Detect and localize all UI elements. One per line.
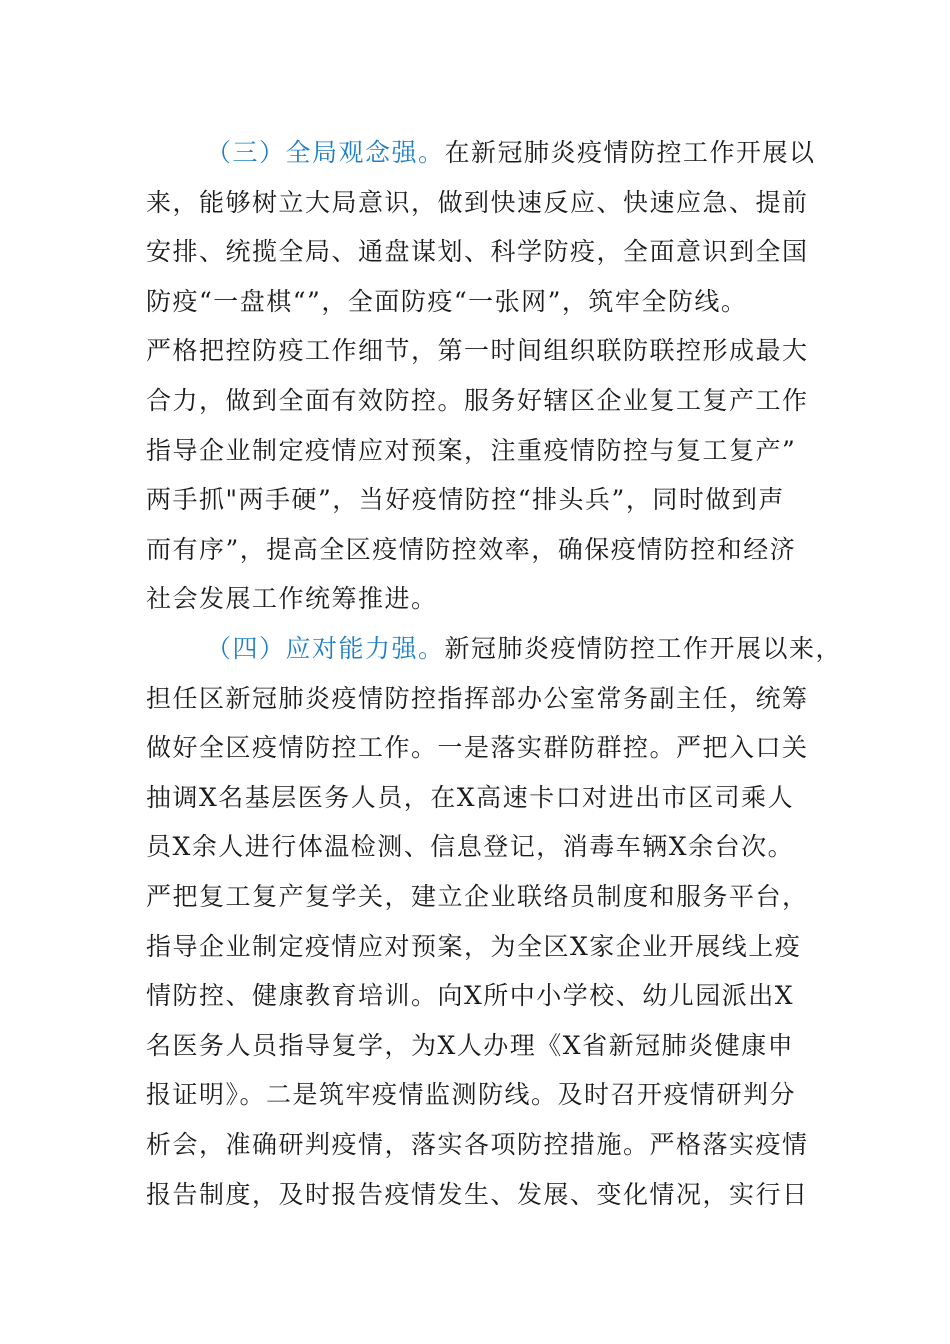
paragraph-line — [146, 624, 843, 674]
paragraph-text: 在新冠肺炎疫情防控工作开展以 — [444, 138, 816, 167]
paragraph-line: 报证明》。二是筑牢疫情监测防线。及时召开疫情研判分 — [146, 1080, 797, 1110]
paragraph-line: 合力，做到全面有效防控。服务好辖区企业复工复产工作 — [146, 385, 809, 415]
paragraph-line: 情防控、健康教育培训。向X所中小学校、幼儿园派出X — [146, 981, 795, 1011]
paragraph-line: 而有序”，提高全区疫情防控效率，确保疫情防控和经济 — [146, 534, 797, 564]
paragraph-line: 指导企业制定疫情应对预案，注重疫情防控与复工复产” — [146, 435, 797, 465]
section-four — [146, 624, 843, 1219]
paragraph-line: 严格把控防疫工作细节，第一时间组织联防联控形成最大 — [146, 336, 809, 366]
paragraph-line: 严把复工复产复学关，建立企业联络员制度和服务平台， — [146, 881, 809, 911]
paragraph-line: 两手抓"两手硬”，当好疫情防控“排头兵”，同时做到声 — [146, 485, 785, 515]
paragraph-line: 做好全区疫情防控工作。一是落实群防群控。严把入口关 — [146, 733, 809, 763]
section-four-heading: （四）应对能力强。 — [206, 634, 445, 663]
paragraph-line — [146, 128, 816, 178]
paragraph-line: 担任区新冠肺炎疫情防控指挥部办公室常务副主任，统筹 — [146, 683, 809, 713]
paragraph-line: 指导企业制定疫情应对预案，为全区X家企业开展线上疫 — [146, 931, 802, 961]
paragraph-text: 新冠肺炎疫情防控工作开展以来， — [444, 634, 843, 663]
paragraph-line: 防疫“一盘棋“”，全面防疫“一张网”，筑牢全防线。 — [146, 286, 748, 316]
paragraph-line: 名医务人员指导复学，为X人办理《X省新冠肺炎健康申 — [146, 1030, 795, 1060]
section-three-heading: （三）全局观念强。 — [206, 138, 445, 167]
paragraph-line: 安排、统揽全局、通盘谋划、科学防疫，全面意识到全国 — [146, 237, 809, 267]
paragraph-line: 来，能够树立大局意识，做到快速反应、快速应急、提前 — [146, 187, 809, 217]
paragraph-line: 析会，准确研判疫情，落实各项防控措施。严格落实疫情 — [146, 1129, 809, 1159]
paragraph-line: 社会发展工作统筹推进。 — [146, 584, 438, 614]
section-three — [146, 128, 816, 624]
paragraph-line: 报告制度，及时报告疫情发生、发展、变化情况，实行日 — [146, 1179, 809, 1209]
paragraph-line: 员X余人进行体温检测、信息登记，消毒车辆X余台次。 — [146, 832, 795, 862]
paragraph-line: 抽调X名基层医务人员，在X高速卡口对进出市区司乘人 — [146, 782, 795, 812]
